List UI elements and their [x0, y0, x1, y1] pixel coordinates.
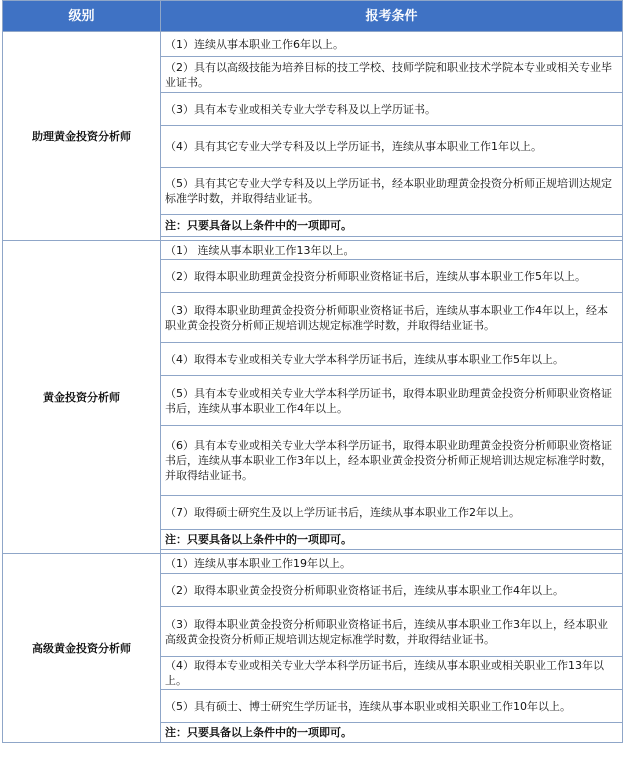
condition-cell: （4）具有其它专业大学专科及以上学历证书，连续从事本职业工作1年以上。 — [161, 126, 623, 168]
table-row — [3, 554, 623, 574]
condition-cell: （2）取得本职业助理黄金投资分析师职业资格证书后，连续从事本职业工作5年以上。 — [161, 260, 623, 293]
condition-cell: （3）取得本职业黄金投资分析师职业资格证书后，连续从事本职业工作3年以上，经本职业高级黄金投资分析师正规培训达规定标准学时数，并取得结业证书。 — [161, 607, 623, 657]
exam-requirements-table — [2, 0, 623, 743]
condition-cell: （3）具有本专业或相关专业大学专科及以上学历证书。 — [161, 93, 623, 126]
header-level: 级别 — [3, 1, 161, 32]
condition-cell: （6）具有本专业或相关专业大学本科学历证书，取得本职业助理黄金投资分析师职业资格证书后，连续从事本职业工作3年以上，经本职业黄金投资分析师正规培训达规定标准学时数，并取得结业证书。 — [161, 426, 623, 496]
level-cell: 黄金投资分析师 — [3, 241, 161, 554]
condition-cell: （1）连续从事本职业工作6年以上。 — [161, 32, 623, 57]
condition-cell: （2）取得本职业黄金投资分析师职业资格证书后，连续从事本职业工作4年以上。 — [161, 574, 623, 607]
note-cell: 注：只要具备以上条件中的一项即可。 — [161, 215, 623, 237]
header-condition: 报考条件 — [161, 1, 623, 32]
table-header-row — [3, 1, 623, 32]
note-cell: 注：只要具备以上条件中的一项即可。 — [161, 723, 623, 743]
condition-cell: （4）取得本专业或相关专业大学本科学历证书后，连续从事本职业工作5年以上。 — [161, 343, 623, 376]
table-row — [3, 241, 623, 260]
condition-cell: （3）取得本职业助理黄金投资分析师职业资格证书后，连续从事本职业工作4年以上，经本职业黄金投资分析师正规培训达规定标准学时数，并取得结业证书。 — [161, 293, 623, 343]
table-row — [3, 32, 623, 57]
condition-cell: （5）具有本专业或相关专业大学本科学历证书，取得本职业助理黄金投资分析师职业资格证书后，连续从事本职业工作4年以上。 — [161, 376, 623, 426]
condition-cell: （4）取得本专业或相关专业大学本科学历证书后，连续从事本职业或相关职业工作13年以上。 — [161, 657, 623, 690]
condition-cell: （1） 连续从事本职业工作13年以上。 — [161, 241, 623, 260]
level-cell: 助理黄金投资分析师 — [3, 32, 161, 241]
note-cell: 注：只要具备以上条件中的一项即可。 — [161, 530, 623, 550]
condition-cell: （2）具有以高级技能为培养目标的技工学校、技师学院和职业技术学院本专业或相关专业毕业证书。 — [161, 57, 623, 93]
condition-cell: （7）取得硕士研究生及以上学历证书后，连续从事本职业工作2年以上。 — [161, 496, 623, 530]
condition-cell: （1）连续从事本职业工作19年以上。 — [161, 554, 623, 574]
condition-cell: （5）具有其它专业大学专科及以上学历证书，经本职业助理黄金投资分析师正规培训达规定标准学时数，并取得结业证书。 — [161, 168, 623, 215]
condition-cell: （5）具有硕士、博士研究生学历证书，连续从事本职业或相关职业工作10年以上。 — [161, 690, 623, 723]
level-cell: 高级黄金投资分析师 — [3, 554, 161, 743]
